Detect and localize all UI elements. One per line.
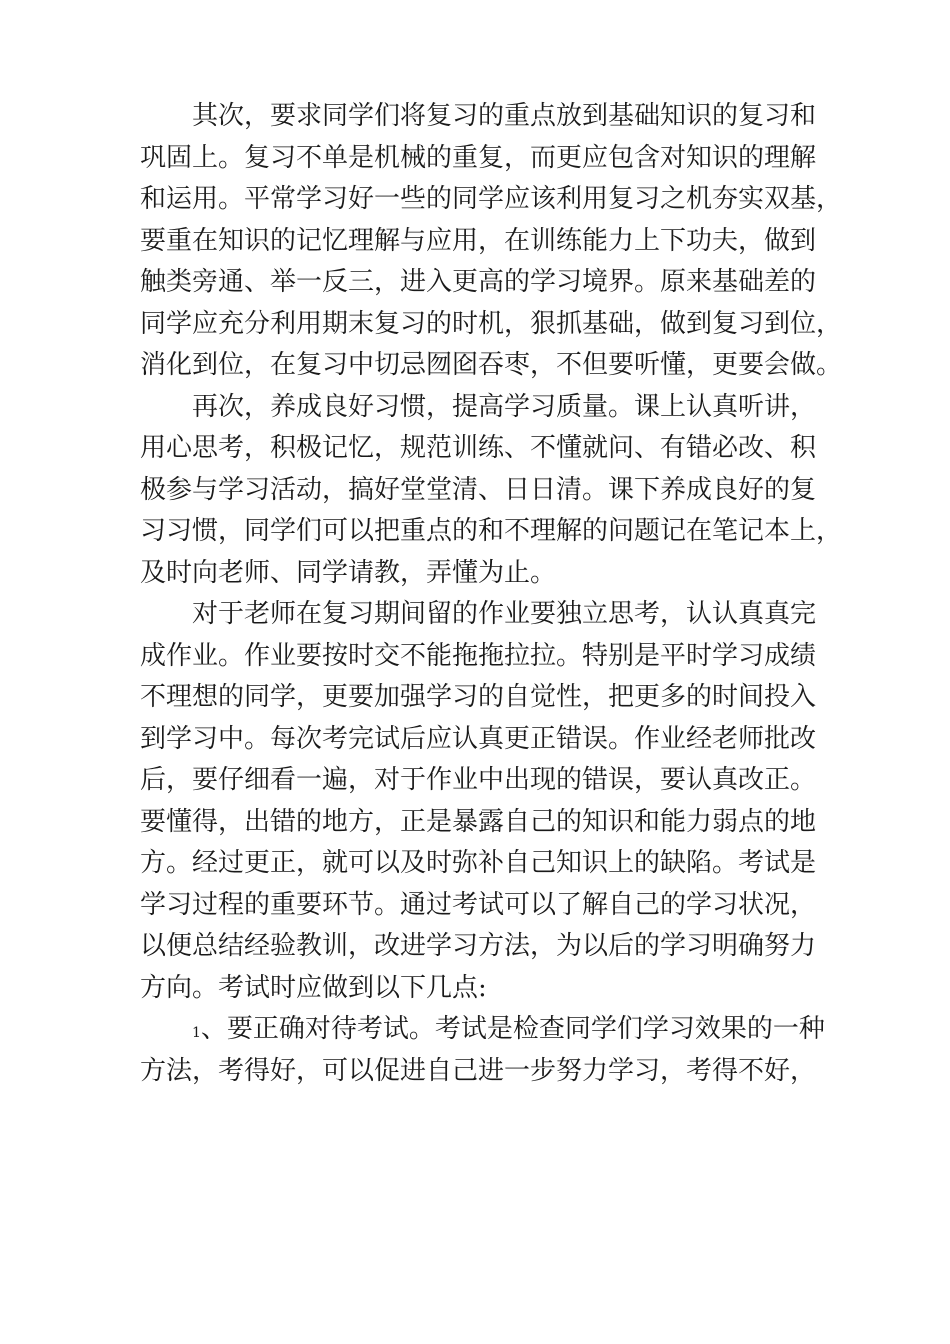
text-line: 再次，养成良好习惯，提高学习质量。课上认真听讲， [192,391,817,422]
text-line: 方。经过更正，就可以及时弥补自己知识上的缺陷。考试是 [140,848,817,878]
list-number: 1 [192,1025,201,1041]
text-line: 要懂得，出错的地方，正是暴露自己的知识和能力弱点的地 [140,806,817,837]
text-line: 习习惯，同学们可以把重点的和不理解的问题记在笔记本上， [140,516,843,546]
text-line: 极参与学习活动，搞好堂堂清、日日清。课下养成良好的复 [140,474,817,505]
text-line: 巩固上。复习不单是机械的重复，而更应包含对知识的理解 [140,142,817,173]
text-line: 成作业。作业要按时交不能拖拖拉拉。特别是平时学习成绩 [140,640,817,671]
text-line: 同学应充分利用期末复习的时机，狠抓基础，做到复习到位， [140,308,843,339]
text-line: 用心思考，积极记忆，规范训练、不懂就问、有错必改、积 [140,433,817,463]
paragraph-1 [140,96,843,387]
text-line: 触类旁通、举一反三，进入更高的学习境界。原来基础差的 [140,267,817,297]
paragraph-2 [140,387,843,595]
text-line: 及时向老师、同学请教，弄懂为止。 [140,557,557,588]
document-body [140,96,843,1092]
paragraph-4 [140,1009,830,1092]
text-line: 对于老师在复习期间留的作业要独立思考，认认真真完 [192,599,817,629]
text-line: 到学习中。每次考完试后应认真更正错误。作业经老师批改 [140,723,817,754]
text-line: 其次，要求同学们将复习的重点放到基础知识的复习和 [192,101,817,131]
text-line: 后，要仔细看一遍，对于作业中出现的错误，要认真改正。 [140,765,817,795]
text-line: 以便总结经验教训，改进学习方法，为以后的学习明确努力 [140,931,817,961]
text-line: 和运用。平常学习好一些的同学应该利用复习之机夯实双基， [140,184,843,214]
text-line: 学习过程的重要环节。通过考试可以了解自己的学习状况， [140,889,817,920]
text-line-content: 、要正确对待考试。考试是检查同学们学习效果的一种 [200,1014,825,1044]
paragraph-3 [140,594,830,1009]
text-line: 要重在知识的记忆理解与应用，在训练能力上下功夫，做到 [140,225,817,256]
text-line [140,1009,830,1051]
text-line: 消化到位，在复习中切忌囫囵吞枣，不但要听懂，更要会做。 [140,350,843,380]
text-line: 方向。考试时应做到以下几点: [140,972,487,1003]
text-line: 不理想的同学，更要加强学习的自觉性，把更多的时间投入 [140,682,817,712]
text-line: 方法，考得好，可以促进自己进一步努力学习，考得不好， [140,1055,817,1086]
